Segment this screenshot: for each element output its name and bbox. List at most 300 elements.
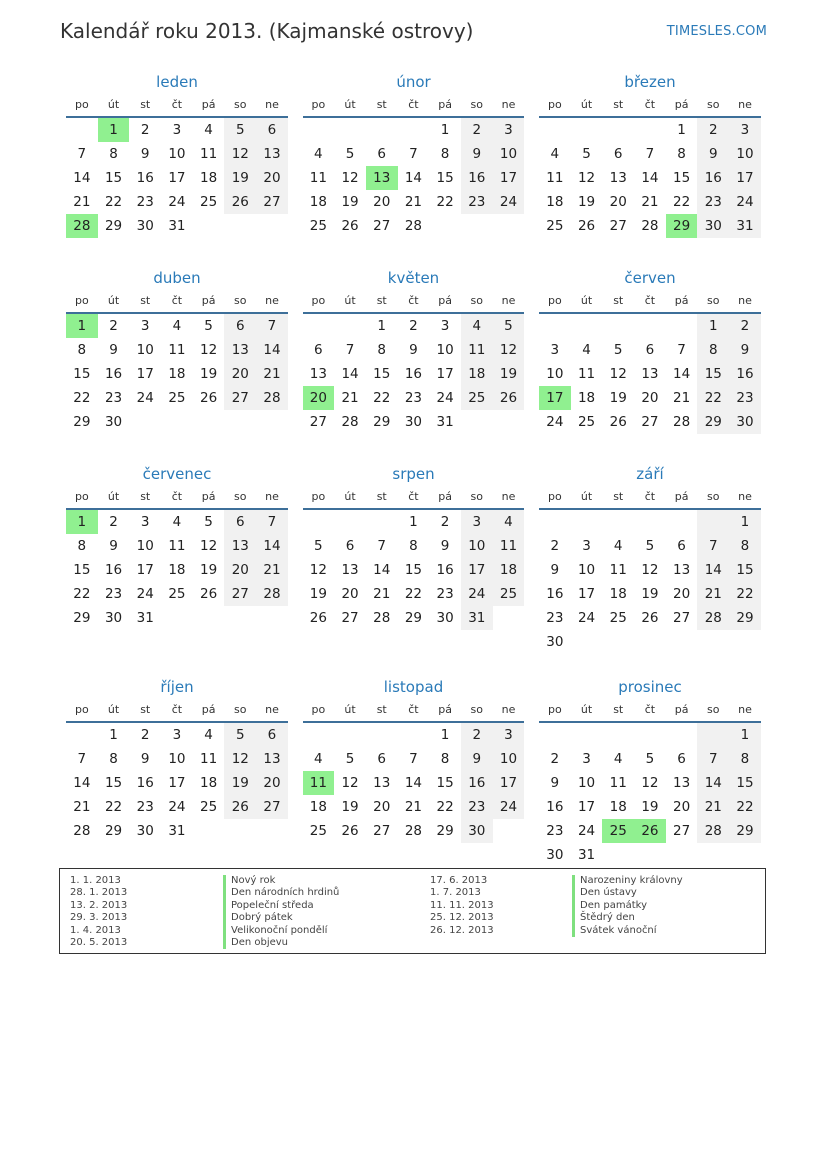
day-cell: 22 [104,194,123,210]
day-cell: 29 [104,218,123,234]
month-grid [303,290,525,434]
weekday-header: út [334,699,366,723]
weekday-header: so [697,94,729,118]
empty-cell [461,214,493,238]
day-cell: 28 [341,414,359,430]
day-cell: 19 [200,366,218,382]
weekday-header: pá [429,290,461,314]
empty-cell [66,723,98,747]
day-cell: 20 [373,194,391,210]
day-cell: 3 [493,118,525,142]
holiday-day-cell: 13 [366,166,398,190]
day-cell: 14 [256,338,288,362]
day-cell: 11 [461,338,493,362]
empty-cell [666,314,698,338]
legend-date: 1. 7. 2013 [430,887,481,899]
empty-cell [602,510,634,534]
empty-cell [666,723,698,747]
day-cell: 13 [256,747,288,771]
day-cell: 25 [168,390,186,406]
day-cell: 26 [341,823,359,839]
day-cell: 31 [729,214,761,238]
weekday-header: st [366,486,398,510]
weekday-header: čt [161,290,193,314]
empty-cell [334,118,366,142]
day-cell: 15 [73,562,91,578]
day-cell: 6 [256,723,288,747]
day-cell: 16 [436,562,454,578]
legend-date-column [430,875,494,937]
day-cell: 18 [168,366,186,382]
day-cell: 26 [224,795,256,819]
day-cell: 21 [256,362,288,386]
day-cell: 1 [677,122,686,138]
day-cell: 24 [168,194,186,210]
day-cell: 23 [136,799,154,815]
day-cell: 12 [641,775,659,791]
day-cell: 14 [404,170,422,186]
day-cell: 27 [256,190,288,214]
empty-cell [493,819,525,843]
day-cell: 16 [546,799,564,815]
day-cell: 3 [729,118,761,142]
day-cell: 28 [373,610,391,626]
day-cell: 29 [436,823,454,839]
day-cell: 22 [436,194,454,210]
day-cell: 8 [697,338,729,362]
day-cell: 2 [550,751,560,767]
day-cell: 5 [314,538,323,554]
day-cell: 1 [729,723,761,747]
day-cell: 3 [140,318,150,334]
day-cell: 12 [609,366,627,382]
day-cell: 8 [409,538,418,554]
day-cell: 11 [200,751,218,767]
day-cell: 4 [613,751,623,767]
day-cell: 14 [641,170,659,186]
day-cell: 23 [461,190,493,214]
weekday-header: st [602,486,634,510]
day-cell: 18 [493,558,525,582]
day-cell: 14 [697,558,729,582]
day-cell: 13 [309,366,327,382]
day-cell: 11 [168,538,186,554]
day-cell: 12 [309,562,327,578]
day-cell: 11 [609,562,627,578]
month-calendar [539,462,761,675]
weekday-header: pá [193,486,225,510]
day-cell: 20 [256,771,288,795]
weekday-header: pá [666,486,698,510]
month-name: únor [396,73,431,91]
day-cell: 4 [204,122,213,138]
day-cell: 22 [104,799,123,815]
day-cell: 6 [224,314,256,338]
day-cell: 10 [577,775,596,791]
day-cell: 18 [200,775,218,791]
day-cell: 22 [673,194,691,210]
day-cell: 23 [729,386,761,410]
empty-cell [602,118,634,142]
day-cell: 2 [140,727,150,743]
day-cell: 13 [341,562,359,578]
day-cell: 13 [256,142,288,166]
weekday-header: út [571,699,603,723]
day-cell: 1 [440,122,450,138]
month-name: březen [624,73,676,91]
day-cell: 28 [673,414,691,430]
day-cell: 8 [77,342,87,358]
day-cell: 11 [309,170,327,186]
day-cell: 26 [200,586,218,602]
day-cell: 11 [168,342,186,358]
weekday-header: po [539,486,571,510]
day-cell: 19 [641,586,659,602]
empty-cell [193,410,225,434]
day-cell: 7 [409,751,418,767]
empty-cell [602,843,634,867]
weekday-header: so [224,486,256,510]
day-cell: 6 [677,538,686,554]
weekday-header: út [98,290,130,314]
day-cell: 15 [729,771,761,795]
brand-link[interactable]: TIMESLES.COM [666,24,767,39]
weekday-header: ne [729,94,761,118]
weekday-header: so [461,290,493,314]
day-cell: 4 [172,318,182,334]
day-cell: 13 [224,534,256,558]
day-cell: 2 [409,318,418,334]
day-cell: 12 [341,775,359,791]
day-cell: 8 [109,146,118,162]
empty-cell [66,118,98,142]
weekday-header: čt [161,699,193,723]
day-cell: 31 [436,414,454,430]
day-cell: 6 [314,342,323,358]
month-grid [303,486,525,630]
legend-holiday-name: Štědrý den [572,912,683,924]
day-cell: 22 [73,586,91,602]
weekday-header: st [602,94,634,118]
day-cell: 16 [136,775,154,791]
day-cell: 8 [109,751,118,767]
month-name: listopad [383,678,444,696]
legend-holiday-name: Svátek vánoční [572,925,683,937]
day-cell: 6 [377,146,387,162]
month-name: červen [624,269,676,287]
day-cell: 8 [729,747,761,771]
day-cell: 12 [200,342,218,358]
day-cell: 26 [493,386,525,410]
weekday-header: st [366,94,398,118]
day-cell: 20 [641,390,659,406]
day-cell: 30 [729,410,761,434]
day-cell: 21 [341,390,359,406]
weekday-header: ne [256,486,288,510]
day-cell: 16 [136,170,154,186]
weekday-header: út [334,94,366,118]
legend-holiday-name: Nový rok [223,875,339,887]
empty-cell [161,606,193,630]
legend-holiday-name: Narozeniny královny [572,875,683,887]
legend-holiday-name: Velikonoční pondělí [223,925,339,937]
weekday-header: st [129,699,161,723]
day-cell: 6 [613,146,623,162]
day-cell: 1 [377,318,387,334]
day-cell: 19 [641,799,659,815]
month-calendar [303,462,525,658]
weekday-header: po [66,699,98,723]
weekday-header: so [224,699,256,723]
day-cell: 4 [204,727,213,743]
day-cell: 27 [641,414,659,430]
empty-cell [697,510,729,534]
day-cell: 27 [609,218,627,234]
day-cell: 20 [609,194,627,210]
day-cell: 3 [461,510,493,534]
day-cell: 21 [404,799,422,815]
empty-cell [634,843,666,867]
day-cell: 21 [73,194,91,210]
day-cell: 15 [729,558,761,582]
day-cell: 29 [729,819,761,843]
holiday-day-cell: 17 [539,386,571,410]
legend-holiday-name: Dobrý pátek [223,912,339,924]
day-cell: 19 [200,562,218,578]
day-cell: 22 [729,795,761,819]
month-calendar [66,462,288,658]
weekday-header: so [461,486,493,510]
day-cell: 17 [729,166,761,190]
day-cell: 28 [73,823,91,839]
month-name: leden [156,73,198,91]
weekday-header: st [602,699,634,723]
weekday-header: ne [493,290,525,314]
day-cell: 27 [673,610,691,626]
day-cell: 10 [577,562,596,578]
day-cell: 27 [673,823,691,839]
day-cell: 14 [256,534,288,558]
day-cell: 27 [224,386,256,410]
day-cell: 10 [493,747,525,771]
day-cell: 6 [224,510,256,534]
day-cell: 14 [341,366,359,382]
day-cell: 16 [104,366,123,382]
empty-cell [634,630,666,654]
weekday-header: st [366,699,398,723]
day-cell: 5 [582,146,591,162]
day-cell: 6 [645,342,655,358]
day-cell: 10 [729,142,761,166]
day-cell: 21 [641,194,659,210]
day-cell: 22 [729,582,761,606]
day-cell: 17 [461,558,493,582]
weekday-header: so [697,699,729,723]
day-cell: 26 [609,414,627,430]
weekday-header: st [129,94,161,118]
month-grid [539,290,761,434]
holiday-day-cell: 26 [634,819,666,843]
empty-cell [571,510,603,534]
legend-holiday-name: Den objevu [223,937,339,949]
weekday-header: st [602,290,634,314]
day-cell: 24 [546,414,564,430]
day-cell: 24 [461,582,493,606]
empty-cell [666,510,698,534]
day-cell: 18 [309,799,327,815]
day-cell: 5 [645,751,655,767]
weekday-header: pá [429,94,461,118]
month-grid [303,699,525,843]
day-cell: 8 [440,146,450,162]
day-cell: 13 [641,366,659,382]
day-cell: 29 [729,606,761,630]
day-cell: 20 [673,799,691,815]
day-cell: 25 [461,386,493,410]
day-cell: 23 [546,823,564,839]
day-cell: 16 [461,771,493,795]
weekday-header: čt [634,486,666,510]
day-cell: 22 [373,390,391,406]
weekday-header: st [366,290,398,314]
day-cell: 30 [546,634,564,650]
day-cell: 30 [404,414,422,430]
empty-cell [398,118,430,142]
day-cell: 8 [77,538,87,554]
day-cell: 21 [73,799,91,815]
legend-date: 1. 4. 2013 [70,924,121,936]
weekday-header: út [571,290,603,314]
legend-holiday-name: Den národních hrdinů [223,887,339,899]
day-cell: 7 [77,146,87,162]
day-cell: 23 [436,586,454,602]
weekday-header: so [461,699,493,723]
day-cell: 26 [200,390,218,406]
weekday-header: po [303,699,335,723]
day-cell: 4 [461,314,493,338]
empty-cell [571,723,603,747]
day-cell: 24 [436,390,454,406]
day-cell: 17 [436,366,454,382]
day-cell: 13 [673,775,691,791]
weekday-header: po [539,699,571,723]
day-cell: 8 [377,342,387,358]
empty-cell [161,410,193,434]
day-cell: 13 [373,775,391,791]
day-cell: 28 [641,218,659,234]
empty-cell [303,723,335,747]
weekday-header: čt [398,290,430,314]
legend-date: 26. 12. 2013 [430,924,494,936]
weekday-header: út [98,94,130,118]
weekday-header: čt [634,699,666,723]
day-cell: 16 [546,586,564,602]
weekday-header: po [303,486,335,510]
empty-cell [493,214,525,238]
weekday-header: út [571,94,603,118]
day-cell: 8 [677,146,686,162]
day-cell: 19 [309,586,327,602]
day-cell: 29 [373,414,391,430]
day-cell: 19 [577,194,596,210]
day-cell: 20 [256,166,288,190]
empty-cell [602,630,634,654]
day-cell: 30 [461,819,493,843]
legend-name-column [223,875,339,949]
weekday-header: pá [429,486,461,510]
day-cell: 2 [109,514,118,530]
day-cell: 18 [168,562,186,578]
day-cell: 15 [673,170,691,186]
empty-cell [334,723,366,747]
day-cell: 25 [309,218,327,234]
day-cell: 9 [461,142,493,166]
day-cell: 31 [577,847,596,863]
day-cell: 11 [493,534,525,558]
legend-date: 17. 6. 2013 [430,875,488,886]
empty-cell [224,214,256,238]
day-cell: 23 [697,190,729,214]
holiday-day-cell: 11 [303,771,335,795]
day-cell: 15 [697,362,729,386]
day-cell: 7 [77,751,87,767]
day-cell: 24 [729,190,761,214]
day-cell: 3 [582,538,591,554]
day-cell: 23 [546,610,564,626]
day-cell: 11 [546,170,564,186]
legend-holiday-name: Den památky [572,900,683,912]
weekday-header: po [539,94,571,118]
day-cell: 29 [73,414,91,430]
empty-cell [193,606,225,630]
weekday-header: út [334,290,366,314]
day-cell: 2 [729,314,761,338]
day-cell: 27 [256,795,288,819]
day-cell: 23 [404,390,422,406]
empty-cell [539,314,571,338]
day-cell: 22 [404,586,422,602]
legend-name-column [572,875,683,937]
empty-cell [539,723,571,747]
empty-cell [634,314,666,338]
day-cell: 17 [577,799,596,815]
day-cell: 1 [409,514,418,530]
day-cell: 15 [404,562,422,578]
weekday-header: ne [256,699,288,723]
day-cell: 24 [136,586,154,602]
day-cell: 30 [136,218,154,234]
month-name: srpen [392,465,435,483]
day-cell: 16 [461,166,493,190]
month-grid [539,486,761,654]
month-calendar [539,266,761,462]
day-cell: 10 [168,751,186,767]
empty-cell [224,606,256,630]
day-cell: 9 [550,775,560,791]
day-cell: 2 [697,118,729,142]
day-cell: 12 [577,170,596,186]
weekday-header: čt [634,94,666,118]
day-cell: 10 [436,342,454,358]
day-cell: 4 [493,510,525,534]
weekday-header: ne [256,290,288,314]
day-cell: 7 [677,342,686,358]
weekday-header: čt [398,699,430,723]
month-calendar [539,70,761,266]
day-cell: 11 [200,146,218,162]
day-cell: 21 [373,586,391,602]
day-cell: 14 [404,775,422,791]
